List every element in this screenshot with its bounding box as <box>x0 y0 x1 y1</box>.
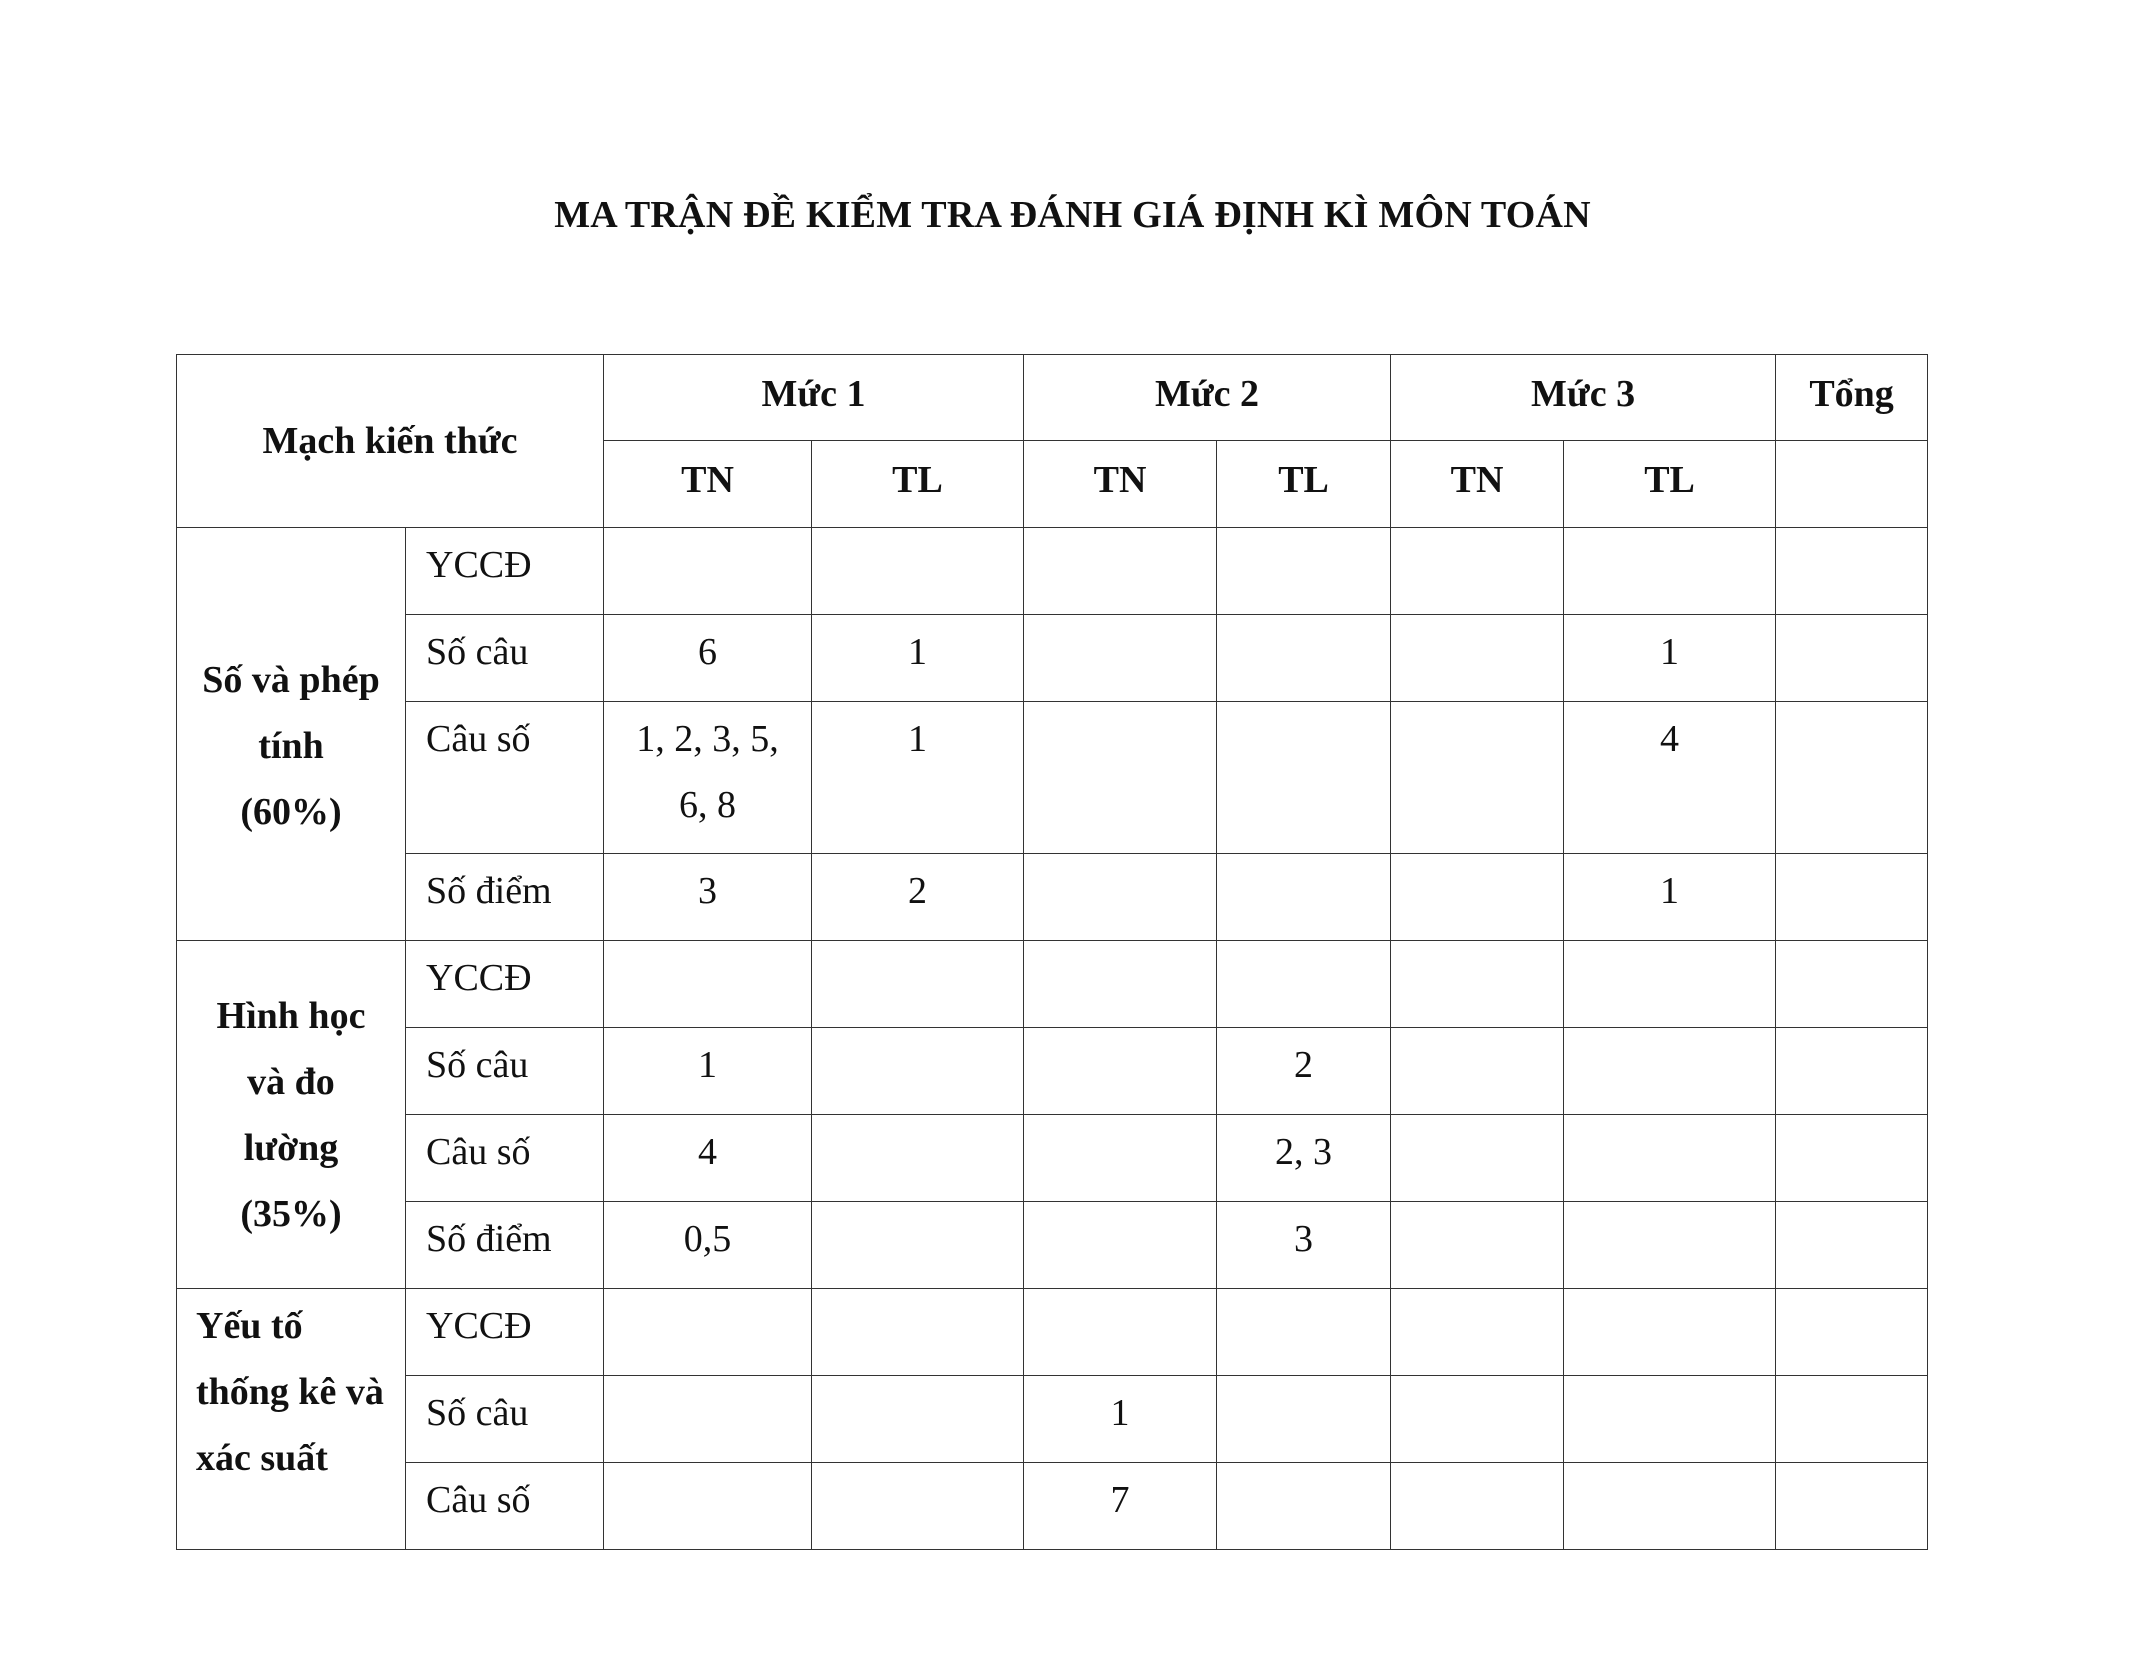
cell-level-1-tn <box>604 528 812 615</box>
cell-level-1-tl: 2 <box>812 854 1024 941</box>
cell-level-2-tl: 3 <box>1217 1202 1391 1289</box>
cell-level-3-tl <box>1564 1376 1776 1463</box>
cell-level-1-tl <box>812 1202 1024 1289</box>
cell-level-1-tl <box>812 941 1024 1028</box>
header-level-1: Mức 1 <box>604 355 1024 441</box>
table-row <box>177 528 1928 615</box>
table-row <box>177 1115 1928 1202</box>
cell-level-2-tn <box>1024 1289 1217 1376</box>
cell-text-line: 1, 2, 3, 5, <box>636 718 779 760</box>
cell-total <box>1776 528 1928 615</box>
section-name-line: lường <box>243 1126 339 1169</box>
cell-level-3-tl: 1 <box>1564 615 1776 702</box>
row-label: Số điểm <box>406 1202 604 1289</box>
row-label: Câu số <box>406 702 604 854</box>
header-knowledge-area: Mạch kiến thức <box>177 355 604 528</box>
cell-level-1-tn <box>604 1289 812 1376</box>
table-row <box>177 615 1928 702</box>
cell-total <box>1776 941 1928 1028</box>
cell-level-3-tl <box>1564 1289 1776 1376</box>
row-label: Số câu <box>406 1028 604 1115</box>
cell-level-3-tn <box>1391 1376 1564 1463</box>
cell-level-2-tn: 1 <box>1024 1376 1217 1463</box>
cell-level-1-tn <box>604 1376 812 1463</box>
cell-level-1-tn: 3 <box>604 854 812 941</box>
cell-level-2-tl <box>1217 615 1391 702</box>
header-row-levels <box>177 355 1928 441</box>
cell-level-2-tl <box>1217 1289 1391 1376</box>
section-name-line: Hình học <box>216 994 366 1037</box>
cell-level-2-tn <box>1024 1202 1217 1289</box>
cell-total <box>1776 1463 1928 1550</box>
cell-level-1-tl <box>812 1115 1024 1202</box>
cell-level-1-tl <box>812 1289 1024 1376</box>
cell-level-1-tl <box>812 1376 1024 1463</box>
cell-level-3-tn <box>1391 615 1564 702</box>
cell-level-1-tn: 4 <box>604 1115 812 1202</box>
table-row <box>177 1376 1928 1463</box>
cell-level-3-tn <box>1391 941 1564 1028</box>
cell-level-3-tn <box>1391 1202 1564 1289</box>
cell-total <box>1776 1289 1928 1376</box>
cell-level-1-tl <box>812 528 1024 615</box>
section-name-line: và đo <box>247 1060 335 1103</box>
row-label: Số điểm <box>406 854 604 941</box>
cell-level-3-tl <box>1564 528 1776 615</box>
cell-level-3-tl <box>1564 1028 1776 1115</box>
table-row <box>177 854 1928 941</box>
header-level-3: Mức 3 <box>1391 355 1776 441</box>
table-row <box>177 1289 1928 1376</box>
cell-level-2-tl: 2 <box>1217 1028 1391 1115</box>
cell-total <box>1776 615 1928 702</box>
cell-level-3-tn <box>1391 854 1564 941</box>
row-label: Số câu <box>406 615 604 702</box>
row-label: Số câu <box>406 1376 604 1463</box>
row-label: YCCĐ <box>406 941 604 1028</box>
cell-level-3-tn <box>1391 528 1564 615</box>
assessment-matrix-table <box>176 354 1928 1550</box>
header-level-2-tn: TN <box>1024 441 1217 528</box>
header-total: Tổng <box>1776 355 1928 441</box>
cell-total <box>1776 1115 1928 1202</box>
cell-level-2-tl: 2, 3 <box>1217 1115 1391 1202</box>
cell-level-2-tl <box>1217 854 1391 941</box>
cell-level-1-tn: 0,5 <box>604 1202 812 1289</box>
cell-level-3-tn <box>1391 1028 1564 1115</box>
header-level-2: Mức 2 <box>1024 355 1391 441</box>
table-row <box>177 941 1928 1028</box>
cell-level-3-tl: 4 <box>1564 702 1776 854</box>
row-label: YCCĐ <box>406 1289 604 1376</box>
cell-level-2-tn <box>1024 615 1217 702</box>
page-title: MA TRẬN ĐỀ KIỂM TRA ĐÁNH GIÁ ĐỊNH KÌ MÔN TOÁN <box>554 194 1591 236</box>
cell-level-1-tn: 1 <box>604 1028 812 1115</box>
table-row <box>177 1028 1928 1115</box>
cell-total <box>1776 1028 1928 1115</box>
cell-level-2-tn <box>1024 1028 1217 1115</box>
header-total-sub <box>1776 441 1928 528</box>
cell-level-1-tl <box>812 1028 1024 1115</box>
header-level-3-tn: TN <box>1391 441 1564 528</box>
section-name-line: (35%) <box>240 1192 342 1235</box>
cell-level-2-tn <box>1024 702 1217 854</box>
row-label: Câu số <box>406 1115 604 1202</box>
cell-level-1-tn: 6 <box>604 615 812 702</box>
section-statistics-probability <box>177 1289 406 1550</box>
cell-level-1-tl: 1 <box>812 615 1024 702</box>
cell-level-3-tn <box>1391 1289 1564 1376</box>
cell-level-3-tl <box>1564 941 1776 1028</box>
cell-level-1-tn <box>604 702 812 854</box>
section-name-line: (60%) <box>240 791 342 833</box>
header-level-1-tn: TN <box>604 441 812 528</box>
section-name-line: tính <box>258 725 324 767</box>
cell-level-3-tn <box>1391 702 1564 854</box>
cell-level-2-tn <box>1024 1115 1217 1202</box>
cell-level-3-tl <box>1564 1115 1776 1202</box>
cell-level-1-tn <box>604 1463 812 1550</box>
section-geometry-measurement <box>177 941 406 1289</box>
cell-level-2-tn <box>1024 528 1217 615</box>
cell-level-2-tl <box>1217 1463 1391 1550</box>
header-level-2-tl: TL <box>1217 441 1391 528</box>
section-name-line: Yếu tố <box>196 1305 303 1347</box>
cell-level-3-tl: 1 <box>1564 854 1776 941</box>
cell-level-2-tn <box>1024 941 1217 1028</box>
table-row <box>177 702 1928 854</box>
cell-total <box>1776 1202 1928 1289</box>
cell-level-1-tn <box>604 941 812 1028</box>
header-level-1-tl: TL <box>812 441 1024 528</box>
row-label: Câu số <box>406 1463 604 1550</box>
section-name-line: xác suất <box>196 1437 328 1479</box>
cell-level-3-tn <box>1391 1463 1564 1550</box>
cell-level-1-tl <box>812 1463 1024 1550</box>
cell-total <box>1776 1376 1928 1463</box>
row-label: YCCĐ <box>406 528 604 615</box>
cell-total <box>1776 702 1928 854</box>
cell-level-2-tn <box>1024 854 1217 941</box>
cell-text-line: 6, 8 <box>679 784 737 826</box>
cell-level-2-tl <box>1217 1376 1391 1463</box>
cell-level-2-tl <box>1217 702 1391 854</box>
table-row <box>177 1202 1928 1289</box>
cell-level-3-tl <box>1564 1463 1776 1550</box>
cell-level-2-tn: 7 <box>1024 1463 1217 1550</box>
section-name-line: thống kê và <box>196 1371 384 1413</box>
header-level-3-tl: TL <box>1564 441 1776 528</box>
cell-level-1-tl: 1 <box>812 702 1024 854</box>
section-numbers-operations <box>177 528 406 941</box>
cell-level-3-tn <box>1391 1115 1564 1202</box>
cell-level-2-tl <box>1217 941 1391 1028</box>
section-name-line: Số và phép <box>202 659 380 701</box>
cell-level-3-tl <box>1564 1202 1776 1289</box>
cell-total <box>1776 854 1928 941</box>
cell-level-2-tl <box>1217 528 1391 615</box>
table-row <box>177 1463 1928 1550</box>
